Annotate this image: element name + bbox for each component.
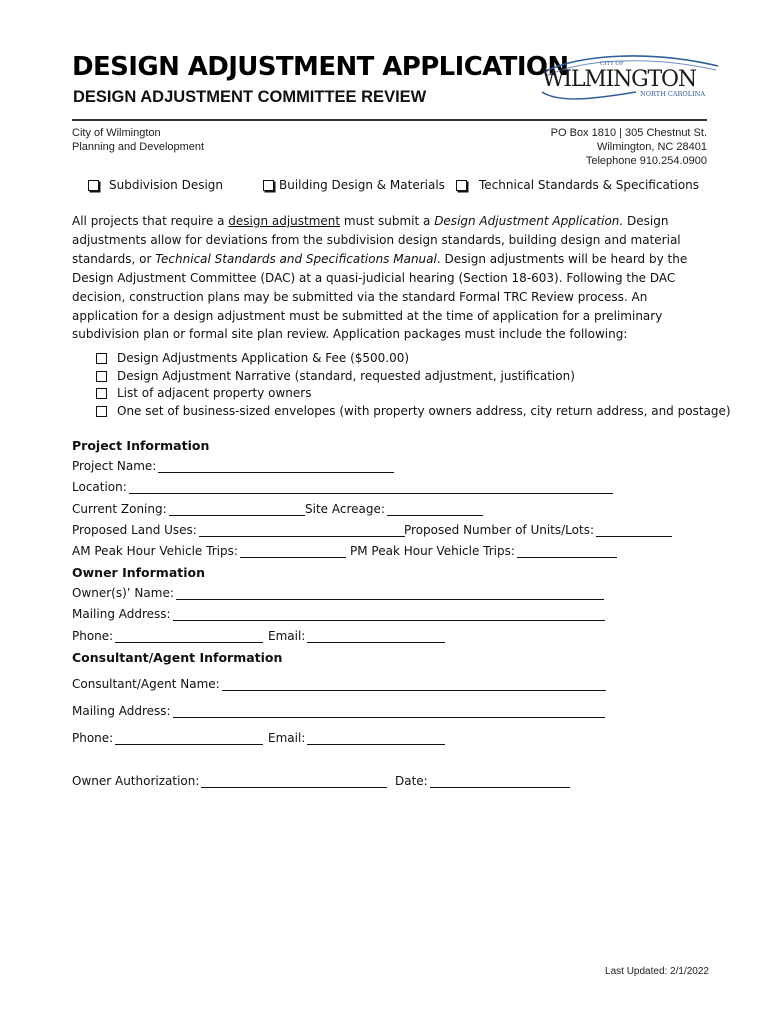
field-label: Phone: bbox=[72, 629, 114, 643]
am-peak-trips-field[interactable] bbox=[72, 544, 346, 558]
option-label: Technical Standards & Specifications bbox=[479, 178, 700, 192]
authorization-date-line[interactable] bbox=[430, 774, 570, 788]
intro-text: must submit a bbox=[340, 214, 435, 228]
proposed-units-line[interactable] bbox=[596, 523, 672, 537]
location-field[interactable] bbox=[72, 480, 613, 494]
checkbox-icon[interactable] bbox=[88, 180, 99, 191]
consultant-information-heading: Consultant/Agent Information bbox=[72, 650, 283, 665]
last-updated-label: Last Updated: 2/1/2022 bbox=[605, 966, 709, 977]
consultant-email-line[interactable] bbox=[307, 731, 445, 745]
checklist-label: One set of business-sized envelopes (with property owners address, city return address, and postage) bbox=[117, 403, 731, 418]
field-label: Project Name: bbox=[72, 459, 157, 473]
owner-name-line[interactable] bbox=[176, 586, 604, 600]
owner-name-field[interactable] bbox=[72, 586, 604, 600]
checklist-label: List of adjacent property owners bbox=[117, 386, 312, 401]
checklist-item[interactable] bbox=[96, 350, 731, 368]
field-label: Mailing Address: bbox=[72, 607, 171, 621]
option-building-design[interactable] bbox=[263, 178, 445, 192]
consultant-name-line[interactable] bbox=[222, 677, 606, 691]
mailing-address-block bbox=[551, 126, 707, 168]
field-label: Mailing Address: bbox=[72, 704, 171, 718]
logo-state: NORTH CAROLINA bbox=[640, 90, 706, 98]
field-label: Owner(s)’ Name: bbox=[72, 586, 174, 600]
field-label: Proposed Number of Units/Lots: bbox=[404, 523, 595, 537]
address-right-line: PO Box 1810 | 305 Chestnut St. bbox=[550, 127, 707, 139]
option-label: Subdivision Design bbox=[109, 178, 224, 192]
logo-city-of: CITY OF bbox=[600, 61, 624, 67]
option-subdivision-design[interactable] bbox=[88, 178, 223, 192]
current-zoning-field[interactable] bbox=[72, 502, 305, 516]
field-label: Location: bbox=[72, 480, 127, 494]
owner-phone-field[interactable] bbox=[72, 629, 263, 643]
consultant-mailing-field[interactable] bbox=[72, 704, 605, 718]
pm-peak-trips-line[interactable] bbox=[517, 544, 617, 558]
intro-paragraph bbox=[72, 212, 712, 344]
project-information-heading: Project Information bbox=[72, 438, 210, 453]
proposed-land-uses-line[interactable] bbox=[199, 523, 405, 537]
field-label: Email: bbox=[268, 629, 306, 643]
checklist-label: Design Adjustments Application & Fee ($500.00) bbox=[117, 351, 410, 365]
address-left-line: Planning and Development bbox=[72, 141, 205, 153]
consultant-phone-field[interactable] bbox=[72, 731, 263, 745]
design-adjustment-link[interactable]: design adjustment bbox=[228, 214, 341, 228]
checkbox-icon[interactable] bbox=[263, 180, 274, 191]
authorization-date-field[interactable] bbox=[395, 774, 570, 788]
current-zoning-line[interactable] bbox=[169, 502, 305, 516]
consultant-name-field[interactable] bbox=[72, 677, 606, 691]
checkbox-icon[interactable] bbox=[96, 371, 107, 382]
site-acreage-line[interactable] bbox=[387, 502, 483, 516]
proposed-units-field[interactable] bbox=[404, 523, 672, 537]
owner-information-heading: Owner Information bbox=[72, 565, 206, 580]
field-label: PM Peak Hour Vehicle Trips: bbox=[350, 544, 515, 558]
checkbox-icon[interactable] bbox=[96, 353, 107, 364]
city-of-wilmington-logo bbox=[540, 52, 722, 102]
checklist-item[interactable] bbox=[96, 368, 731, 386]
field-label: Consultant/Agent Name: bbox=[72, 677, 220, 691]
department-address bbox=[72, 126, 204, 154]
checkbox-icon[interactable] bbox=[456, 180, 467, 191]
document-subtitle: DESIGN ADJUSTMENT COMMITTEE REVIEW bbox=[73, 88, 427, 106]
intro-text: Design adjustments allow for deviations from the subdivision design standards, building design and material standards, or bbox=[72, 214, 681, 266]
address-right-line: Wilmington, NC 28401 bbox=[596, 141, 707, 153]
option-technical-standards[interactable] bbox=[456, 178, 699, 192]
intro-text-italic: Design Adjustment Application. bbox=[434, 214, 624, 228]
pm-peak-trips-field[interactable] bbox=[350, 544, 617, 558]
field-label: Site Acreage: bbox=[305, 502, 385, 516]
proposed-land-uses-field[interactable] bbox=[72, 523, 405, 537]
field-label: Phone: bbox=[72, 731, 114, 745]
package-checklist bbox=[96, 350, 731, 420]
project-name-field[interactable] bbox=[72, 459, 394, 473]
intro-text-italic: Technical Standards and Specifications Manual bbox=[155, 251, 437, 266]
checklist-label: Design Adjustment Narrative (standard, requested adjustment, justification) bbox=[117, 368, 575, 383]
owner-email-line[interactable] bbox=[307, 629, 445, 643]
checklist-item[interactable] bbox=[96, 385, 731, 403]
header-divider bbox=[72, 119, 707, 121]
owner-authorization-line[interactable] bbox=[201, 774, 387, 788]
intro-text: . Design adjustments will be heard by the Design Adjustment Committee (DAC) at a quasi-judicial hearing (Section 18-603). Following the DAC decision, construction plans may be submitted via the standard Formal TRC Review process. An application for a design adjustment must be submitted at the time of application for a preliminary subdivision plan or formal site plan review. Application packages must include the following: bbox=[72, 251, 688, 342]
document-title: DESIGN ADJUSTMENT APPLICATION bbox=[72, 52, 569, 82]
owner-authorization-field[interactable] bbox=[72, 774, 387, 788]
field-label: Date: bbox=[395, 774, 428, 788]
consultant-phone-line[interactable] bbox=[115, 731, 263, 745]
consultant-email-field[interactable] bbox=[268, 731, 445, 745]
logo-name: WILMINGTON bbox=[542, 67, 696, 92]
site-acreage-field[interactable] bbox=[305, 502, 483, 516]
field-label: Email: bbox=[268, 731, 306, 745]
checkbox-icon[interactable] bbox=[96, 406, 107, 417]
option-label: Building Design & Materials bbox=[279, 178, 445, 192]
consultant-mailing-line[interactable] bbox=[173, 704, 605, 718]
checkbox-icon[interactable] bbox=[96, 388, 107, 399]
intro-text: All projects that require a bbox=[72, 214, 229, 228]
owner-phone-line[interactable] bbox=[115, 629, 263, 643]
location-line[interactable] bbox=[129, 480, 613, 494]
project-name-line[interactable] bbox=[158, 459, 394, 473]
field-label: Proposed Land Uses: bbox=[72, 523, 197, 537]
am-peak-trips-line[interactable] bbox=[240, 544, 346, 558]
address-left-line: City of Wilmington bbox=[72, 127, 161, 139]
owner-mailing-field[interactable] bbox=[72, 607, 605, 621]
checklist-item[interactable] bbox=[96, 403, 731, 421]
field-label: Owner Authorization: bbox=[72, 774, 200, 788]
field-label: Current Zoning: bbox=[72, 502, 167, 516]
owner-email-field[interactable] bbox=[268, 629, 445, 643]
field-label: AM Peak Hour Vehicle Trips: bbox=[72, 544, 238, 558]
owner-mailing-line[interactable] bbox=[173, 607, 605, 621]
address-right-line: Telephone 910.254.0900 bbox=[585, 155, 707, 167]
